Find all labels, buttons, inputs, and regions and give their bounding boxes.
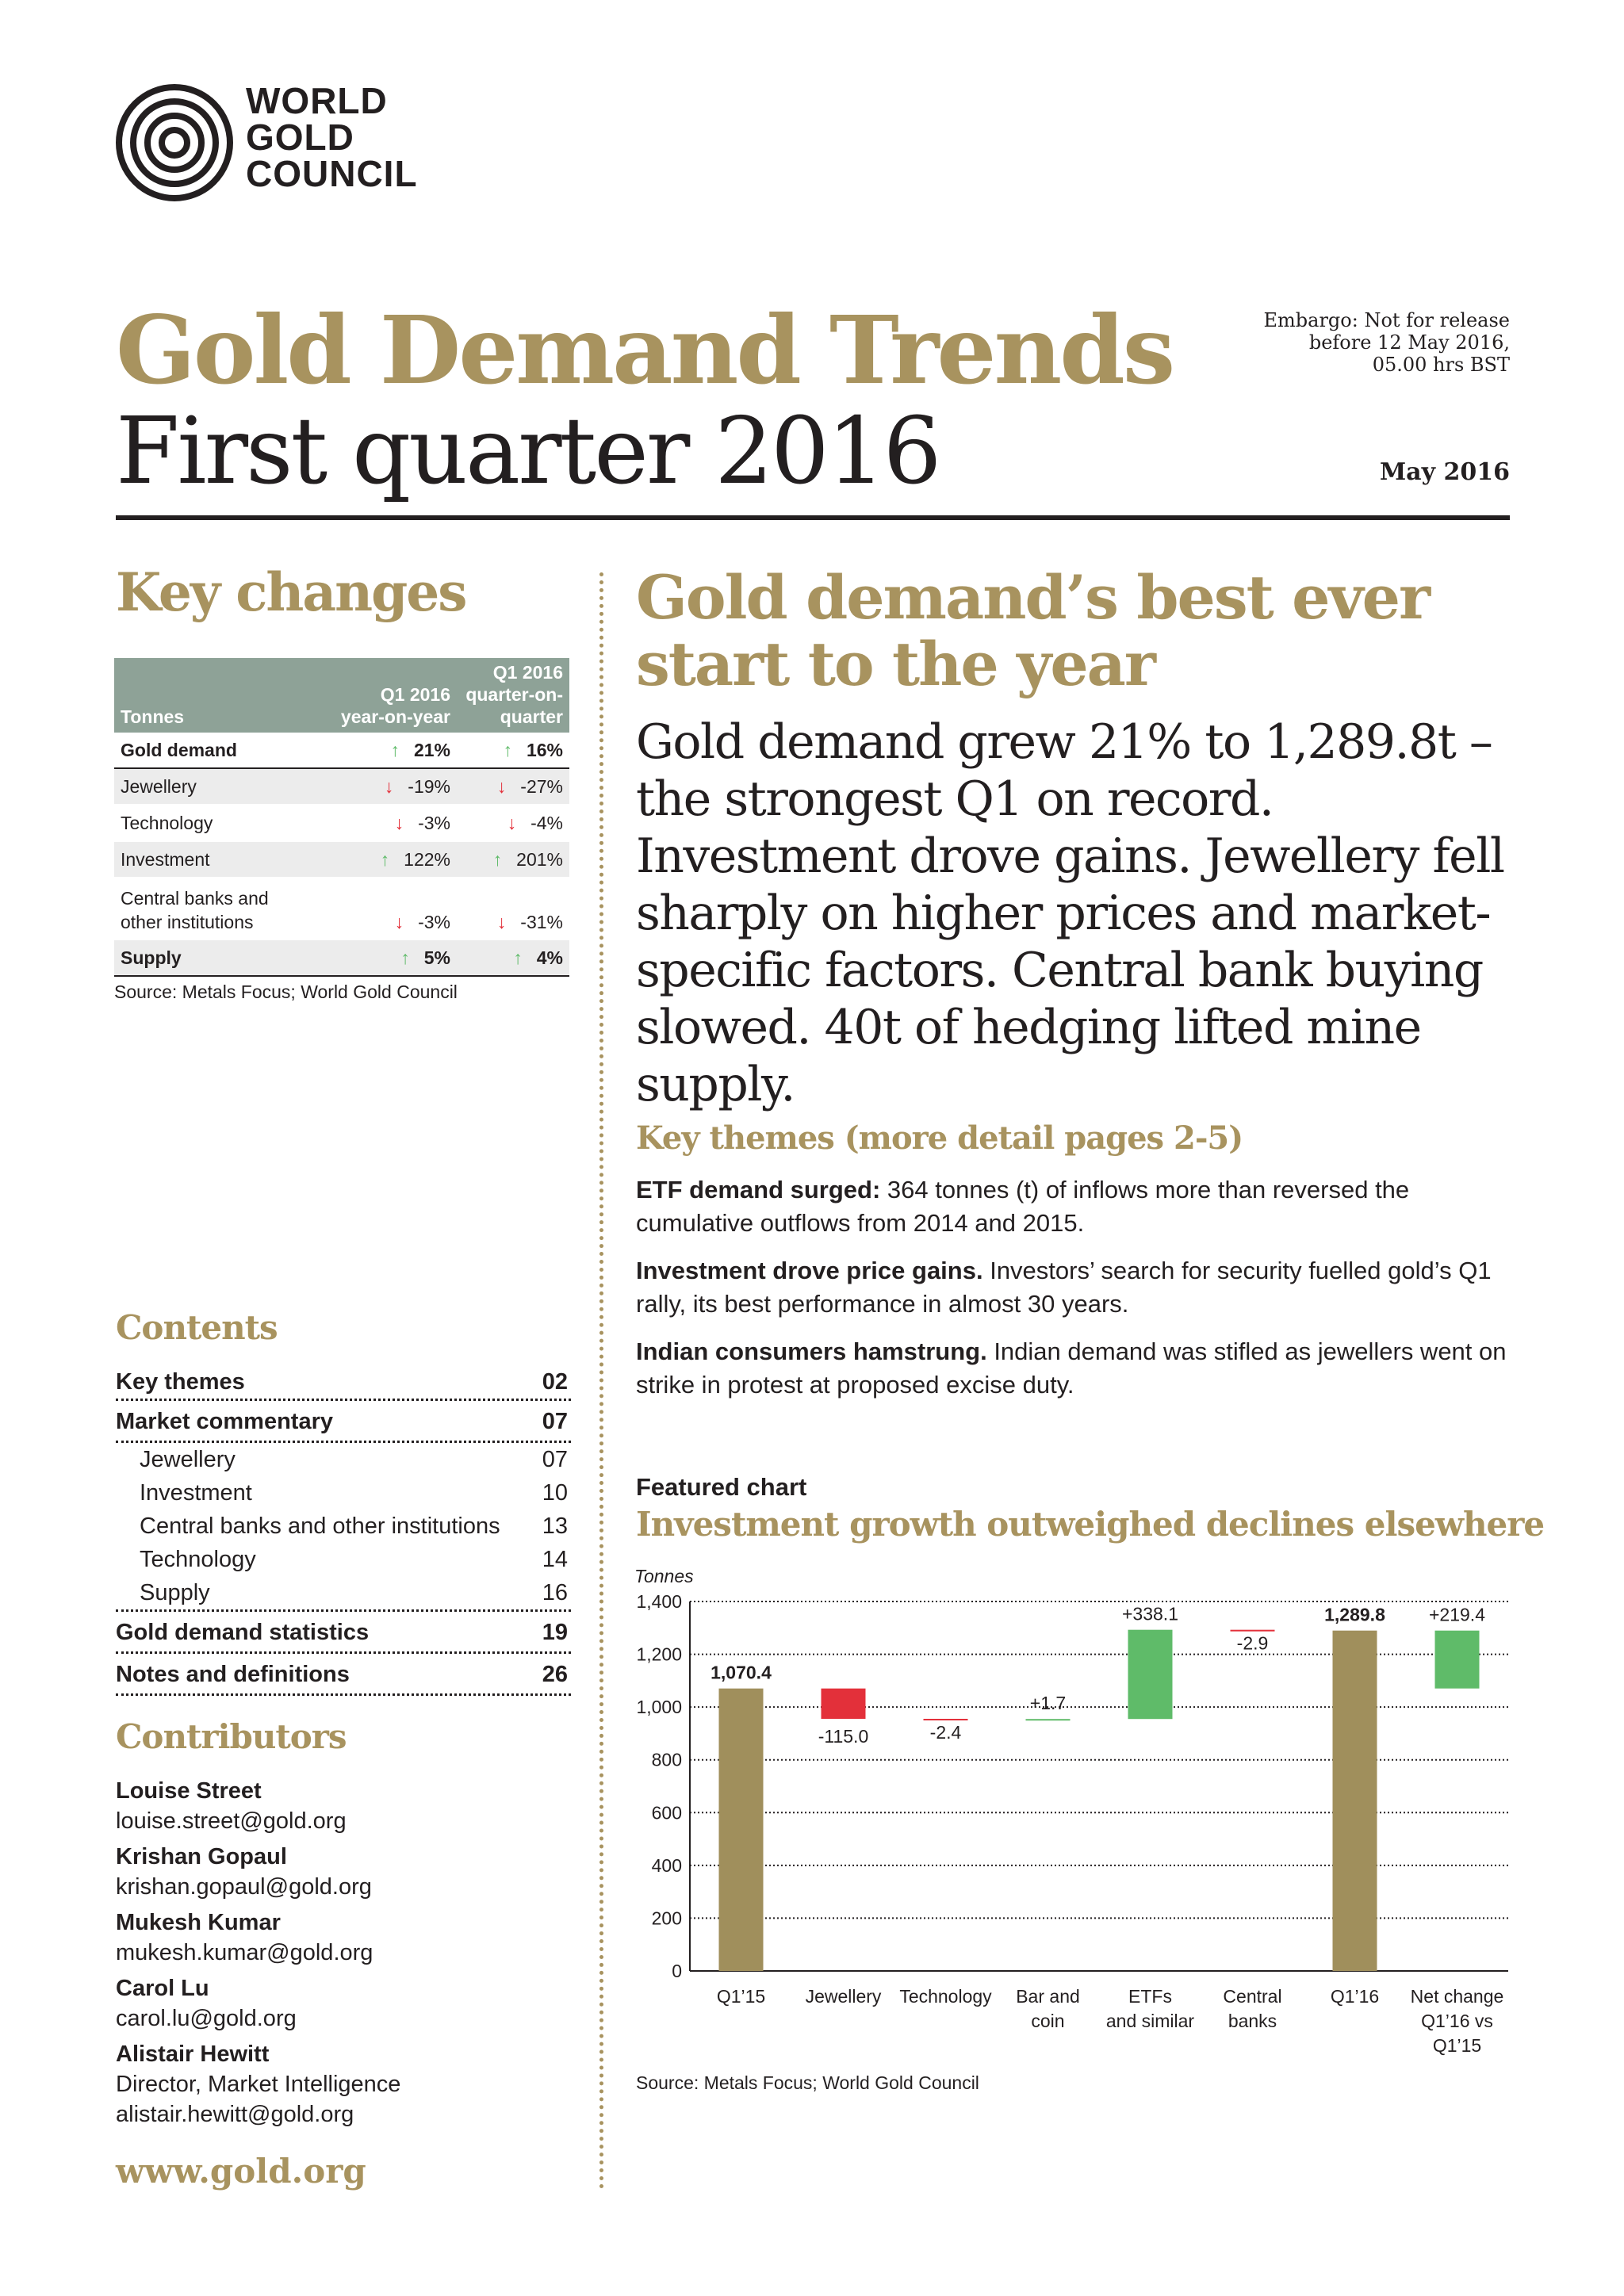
contents-item[interactable] (116, 1365, 571, 1401)
contents-item[interactable] (116, 1612, 571, 1654)
yoy-cell: ↑ 21% (309, 733, 457, 768)
data-label: -2.9 (1236, 1632, 1269, 1654)
page-title: Gold Demand Trends (116, 295, 1174, 405)
qoq-cell: ↓ -27% (457, 768, 569, 805)
key-changes-title: Key changes (116, 561, 466, 623)
data-label: +219.4 (1429, 1604, 1485, 1625)
table-row (114, 805, 569, 841)
embargo-notice (1193, 309, 1510, 376)
data-label: -2.4 (929, 1721, 962, 1743)
qoq-cell: ↓ -31% (457, 878, 569, 939)
data-label: +1.7 (1029, 1693, 1067, 1714)
contributor-email[interactable]: carol.lu@gold.org (116, 2006, 297, 2031)
y-tick-label: 1,200 (636, 1644, 682, 1665)
data-label: 1,070.4 (710, 1662, 772, 1683)
row-label: Central banks and other institutions (114, 878, 309, 939)
contributor (116, 1908, 592, 1968)
key-changes-source: Source: Metals Focus; World Gold Council (114, 982, 458, 1002)
table-row (114, 878, 569, 939)
contents-page: 02 (542, 1369, 568, 1395)
x-tick-label: Bar and (1016, 1986, 1080, 2007)
x-tick-label: Central (1223, 1986, 1282, 2007)
qoq-cell: ↑ 201% (457, 841, 569, 878)
column-header: Tonnes (114, 658, 309, 733)
table-header-row (114, 658, 569, 733)
data-label: +338.1 (1122, 1603, 1178, 1624)
contributor (116, 1842, 592, 1902)
qoq-cell: ↓ -4% (457, 805, 569, 841)
contents-item[interactable] (116, 1543, 571, 1576)
yoy-cell: ↑ 5% (309, 939, 457, 976)
publication-date: May 2016 (1379, 458, 1510, 486)
page-subtitle: First quarter 2016 (116, 398, 940, 505)
table-row (114, 939, 569, 976)
contributor (116, 1973, 592, 2034)
x-tick-label: Q1’15 (716, 1986, 766, 2007)
contents-page: 19 (542, 1620, 568, 1645)
data-label: -115.0 (818, 1725, 869, 1747)
x-tick-label: ETFs (1128, 1986, 1172, 2007)
contents-page: 10 (542, 1480, 568, 1506)
contributor-role: Director, Market Intelligence (116, 2072, 401, 2097)
x-tick-label: Technology (899, 1986, 992, 2007)
arrow-down-icon: ↓ (384, 775, 394, 797)
contents-item[interactable] (116, 1576, 571, 1612)
contents-label: Gold demand statistics (116, 1620, 370, 1645)
contents-label: Market commentary (116, 1409, 333, 1434)
table-row (114, 768, 569, 805)
contents-page: 26 (542, 1662, 568, 1687)
chart-source: Source: Metals Focus; World Gold Council (636, 2072, 979, 2093)
logo-line: COUNCIL (246, 153, 418, 194)
table-row (114, 733, 569, 768)
y-tick-label: 400 (651, 1854, 682, 1876)
arrow-up-icon: ↑ (400, 947, 410, 968)
lede-paragraph: Gold demand grew 21% to 1,289.8t – the strongest Q1 on record. Investment drove gains. Jewellery fell sharply on higher prices and market-specific factors. Central bank buying slowed. 40t of hedging lifted mine supply. (636, 714, 1504, 1112)
headline-line: start to the year (636, 629, 1155, 699)
contents-label: Key themes (116, 1369, 245, 1395)
key-changes-table (114, 658, 569, 977)
column-header: Q1 2016 quarter-on- quarter (457, 658, 569, 733)
contents-list (116, 1365, 571, 1696)
chart-bar (924, 1719, 968, 1720)
contents-label: Notes and definitions (116, 1662, 350, 1687)
header-rule (116, 515, 1510, 520)
contents-page: 14 (542, 1547, 568, 1572)
embargo-line: Embargo: Not for release (1263, 309, 1510, 331)
x-tick-label: Q1’16 (1330, 1986, 1380, 2007)
y-tick-label: 200 (651, 1908, 682, 1929)
contents-title: Contents (116, 1308, 278, 1347)
logo-line: WORLD (246, 80, 388, 121)
arrow-down-icon: ↓ (507, 812, 517, 833)
arrow-up-icon: ↑ (390, 739, 400, 760)
chart-bar (719, 1689, 764, 1971)
contents-page: 13 (542, 1513, 568, 1539)
contributor-name: Krishan Gopaul (116, 1844, 287, 1869)
contributor-email[interactable]: mukesh.kumar@gold.org (116, 1940, 373, 1965)
key-themes-title: Key themes (more detail pages 2-5) (636, 1119, 1243, 1157)
qoq-cell: ↑ 4% (457, 939, 569, 976)
contributor (116, 2039, 592, 2130)
headline (636, 564, 1508, 698)
y-axis-label: Tonnes (634, 1566, 694, 1586)
yoy-cell: ↓ -3% (309, 805, 457, 841)
contents-item[interactable] (116, 1443, 571, 1476)
arrow-down-icon: ↓ (496, 775, 507, 797)
y-tick-label: 1,400 (636, 1591, 682, 1612)
contents-item[interactable] (116, 1476, 571, 1510)
contents-label: Jewellery (140, 1447, 236, 1472)
chart-bar (1333, 1631, 1377, 1971)
chart-bar (1231, 1630, 1275, 1632)
arrow-down-icon: ↓ (496, 912, 507, 932)
theme-paragraph: ETF demand surged: 364 tonnes (t) of inflows more than reversed the cumulative outflows from 2014 and 2015. (636, 1176, 1410, 1237)
column-divider (599, 572, 603, 2190)
contributor-name: Alistair Hewitt (116, 2042, 270, 2067)
contents-label: Investment (140, 1480, 252, 1506)
chart-bar (1026, 1719, 1071, 1720)
contributor-email[interactable]: alistair.hewitt@gold.org (116, 2102, 354, 2127)
chart-bar (822, 1689, 866, 1719)
headline-line: Gold demand’s best ever (636, 562, 1430, 633)
row-label: Jewellery (114, 768, 309, 805)
column-header: Q1 2016 year-on-year (309, 658, 457, 733)
contents-label: Supply (140, 1580, 210, 1605)
data-label: 1,289.8 (1324, 1604, 1385, 1625)
arrow-up-icon: ↑ (503, 739, 512, 760)
yoy-cell: ↓ -3% (309, 878, 457, 939)
y-tick-label: 600 (651, 1802, 682, 1823)
yoy-cell: ↑ 122% (309, 841, 457, 878)
arrow-down-icon: ↓ (394, 812, 404, 833)
chart-bar (1435, 1631, 1480, 1689)
featured-chart-label: Featured chart (636, 1473, 807, 1501)
x-tick-label: banks (1228, 2011, 1277, 2031)
contributor-email[interactable]: krishan.gopaul@gold.org (116, 1874, 372, 1900)
logo-line: GOLD (246, 117, 354, 158)
table-row (114, 841, 569, 878)
x-tick-label: Q1’16 vs (1421, 2011, 1493, 2031)
row-label: Technology (114, 805, 309, 841)
featured-chart-title: Investment growth outweighed declines elsewhere (636, 1505, 1545, 1544)
y-tick-label: 0 (672, 1961, 682, 1981)
contents-item[interactable] (116, 1510, 571, 1543)
theme-paragraph: Indian consumers hamstrung. Indian demand was stifled as jewellers went on strike in protest at proposed excise duty. (636, 1337, 1507, 1399)
row-label: Supply (114, 939, 309, 976)
contents-item[interactable] (116, 1654, 571, 1696)
contributor-name: Louise Street (116, 1778, 262, 1804)
y-tick-label: 1,000 (636, 1697, 682, 1718)
row-label: Investment (114, 841, 309, 878)
contributor-email[interactable]: louise.street@gold.org (116, 1808, 347, 1834)
arrow-up-icon: ↑ (492, 848, 503, 870)
contributor-name: Mukesh Kumar (116, 1910, 281, 1935)
arrow-up-icon: ↑ (380, 848, 390, 870)
logo-wordmark (246, 82, 418, 192)
yoy-cell: ↓ -19% (309, 768, 457, 805)
arrow-down-icon: ↓ (394, 912, 404, 932)
contributor (116, 1776, 592, 1836)
x-tick-label: and similar (1105, 2011, 1195, 2031)
x-tick-label: Net change (1410, 1986, 1504, 2007)
contributor-name: Carol Lu (116, 1976, 209, 2001)
y-tick-label: 800 (651, 1749, 682, 1770)
contributors-list (116, 1776, 592, 2135)
theme-paragraph: Investment drove price gains. Investors’ search for security fuelled gold’s Q1 rally, its best performance in almost 30 years. (636, 1257, 1492, 1318)
arrow-up-icon: ↑ (513, 947, 523, 968)
row-label: Gold demand (114, 733, 309, 768)
contents-label: Technology (140, 1547, 256, 1572)
contents-item[interactable] (116, 1401, 571, 1443)
contents-page: 07 (542, 1409, 568, 1434)
x-tick-label: Q1’15 (1432, 2035, 1482, 2056)
waterfall-chart (626, 1556, 1522, 2079)
x-tick-label: Jewellery (805, 1986, 882, 2007)
contents-label: Central banks and other institutions (140, 1513, 500, 1539)
x-tick-label: coin (1031, 2011, 1065, 2031)
embargo-line: 05.00 hrs BST (1372, 354, 1510, 376)
qoq-cell: ↑ 16% (457, 733, 569, 768)
contents-page: 07 (542, 1447, 568, 1472)
contributors-title: Contributors (116, 1717, 347, 1756)
website-link[interactable]: www.gold.org (116, 2152, 366, 2191)
embargo-line: before 12 May 2016, (1308, 331, 1510, 354)
chart-bar (1128, 1630, 1173, 1720)
contents-page: 16 (542, 1580, 568, 1605)
